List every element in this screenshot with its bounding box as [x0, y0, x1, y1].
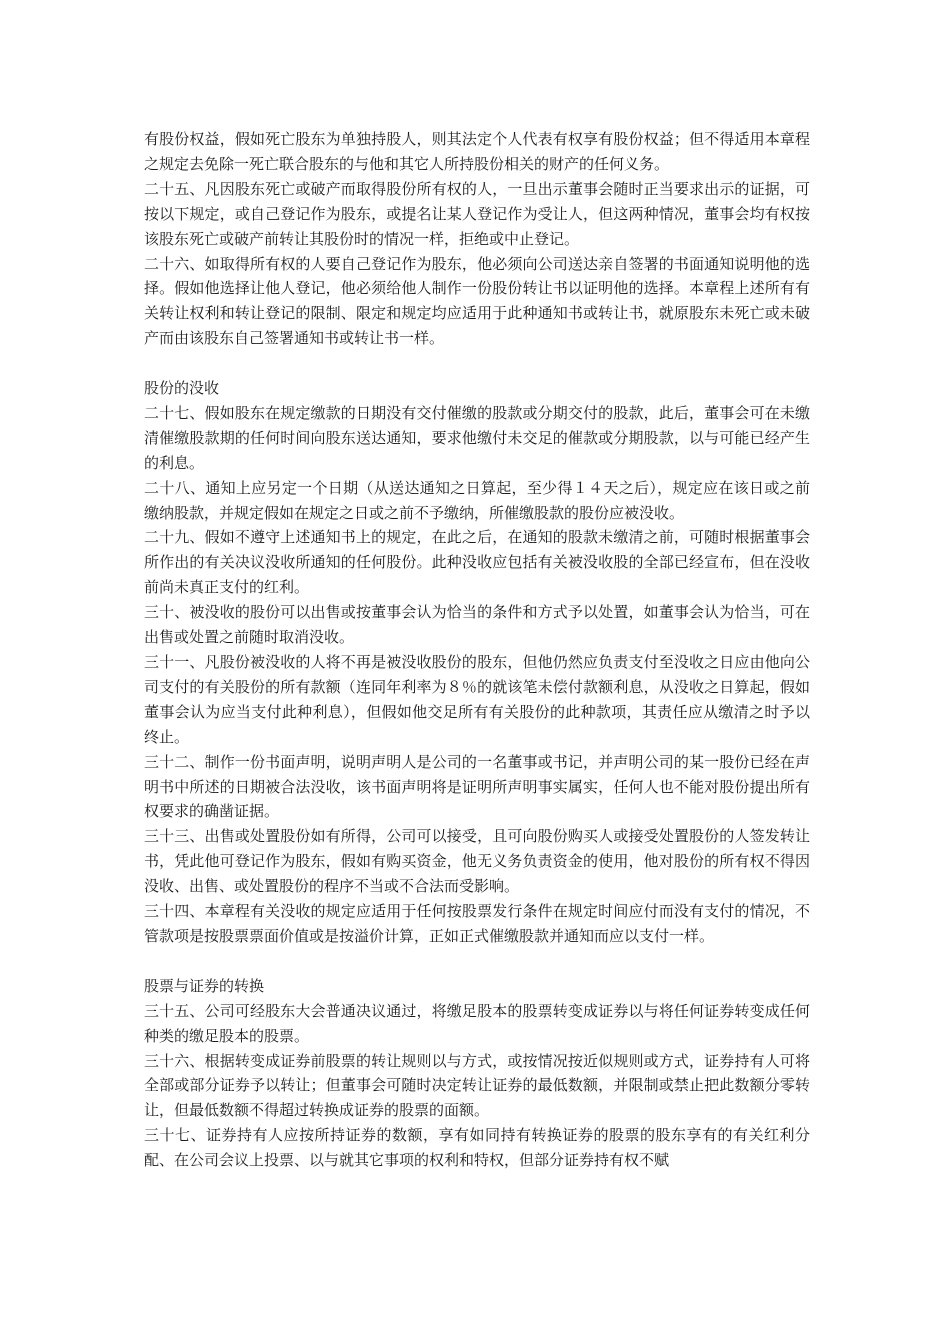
paragraph-28: 二十八、通知上应另定一个日期（从送达通知之日算起，至少得１４天之后），规定应在该日或之前缴纳股款，并规定假如在规定之日或之前不予缴纳，所催缴股款的股份应被没收。 [144, 478, 810, 522]
paragraph-36: 三十六、根据转变成证券前股票的转让规则以与方式，或按情况按近似规则或方式，证券持有人可将全部或部分证券予以转让；但董事会可随时决定转让证券的最低数额，并限制或禁止把此数额分零转让，但最低数额不得超过转换成证券的股票的面额。 [144, 1051, 810, 1120]
paragraph-35: 三十五、公司可经股东大会普通决议通过，将缴足股本的股票转变成证券以与将任何证券转变成任何种类的缴足股本的股票。 [144, 1001, 810, 1045]
paragraph-32: 三十二、制作一份书面声明，说明声明人是公司的一名董事或书记，并声明公司的某一股份已经在声明书中所述的日期被合法没收，该书面声明将是证明所声明事实属实，任何人也不能对股份提出所有权要求的确凿证据。 [144, 752, 810, 821]
paragraph-33: 三十三、出售或处置股份如有所得，公司可以接受，且可向股份购买人或接受处置股份的人签发转让书，凭此他可登记作为股东，假如有购买资金，他无义务负责资金的使用，他对股份的所有权不得因没收、出售、或处置股份的程序不当或不合法而受影响。 [144, 827, 810, 896]
paragraph-24-continued: 有股份权益，假如死亡股东为单独持股人，则其法定个人代表有权享有股份权益；但不得适用本章程之规定去免除一死亡联合股东的与他和其它人所持股份相关的财产的任何义务。 [144, 130, 810, 173]
document-page [144, 127, 810, 1173]
paragraph-26: 二十六、如取得所有权的人要自己登记作为股东，他必须向公司送达亲自签署的书面通知说明他的选择。假如他选择让他人登记，他必须给他人制作一份股份转让书以证明他的选择。本章程上述所有有关转让权利和转让登记的限制、限定和规定均应适用于此种通知书或转让书，就原股东未死亡或未破产而由该股东自己签署通知书或转让书一样。 [144, 254, 810, 348]
paragraph-37: 三十七、证券持有人应按所持证券的数额，享有如同持有转换证券的股票的股东享有的有关红利分配、在公司会议上投票、以与就其它事项的权利和特权，但部分证券持有权不赋 [144, 1126, 810, 1170]
paragraph-25: 二十五、凡因股东死亡或破产而取得股份所有权的人，一旦出示董事会随时正当要求出示的证据，可按以下规定，或自己登记作为股东，或提名让某人登记作为受让人，但这两种情况，董事会均有权按该股东死亡或破产前转让其股份时的情况一样，拒绝或中止登记。 [144, 179, 810, 248]
paragraph-29: 二十九、假如不遵守上述通知书上的规定，在此之后，在通知的股款未缴清之前，可随时根据董事会所作出的有关决议没收所通知的任何股份。此种没收应包括有关被没收股的全部已经宣布，但在没收前尚未真正支付的红利。 [144, 528, 810, 597]
section-heading-forfeiture: 股份的没收 [144, 379, 220, 398]
paragraph-34: 三十四、本章程有关没收的规定应适用于任何按股票发行条件在规定时间应付而没有支付的情况，不管款项是按股票票面价值或是按溢价计算，正如正式催缴股款并通知而应以支付一样。 [144, 902, 810, 945]
blank-line [144, 949, 810, 974]
blank-line [144, 351, 810, 376]
paragraph-27: 二十七、假如股东在规定缴款的日期没有交付催缴的股款或分期交付的股款，此后，董事会可在未缴清催缴股款期的任何时间向股东送达通知，要求他缴付未交足的催款或分期股款，以与可能已经产生的利息。 [144, 403, 810, 472]
section-heading-stock-conversion: 股票与证券的转换 [144, 976, 265, 995]
paragraph-31: 三十一、凡股份被没收的人将不再是被没收股份的股东，但他仍然应负责支付至没收之日应由他向公司支付的有关股份的所有款额（连同年利率为８％的就该笔未偿付款额利息，从没收之日算起，假如董事会认为应当支付此种利息），但假如他交足所有有关股份的此种款项，其责任应从缴清之时予以终止。 [144, 653, 810, 746]
paragraph-30: 三十、被没收的股份可以出售或按董事会认为恰当的条件和方式予以处置，如董事会认为恰当，可在出售或处置之前随时取消没收。 [144, 603, 810, 647]
